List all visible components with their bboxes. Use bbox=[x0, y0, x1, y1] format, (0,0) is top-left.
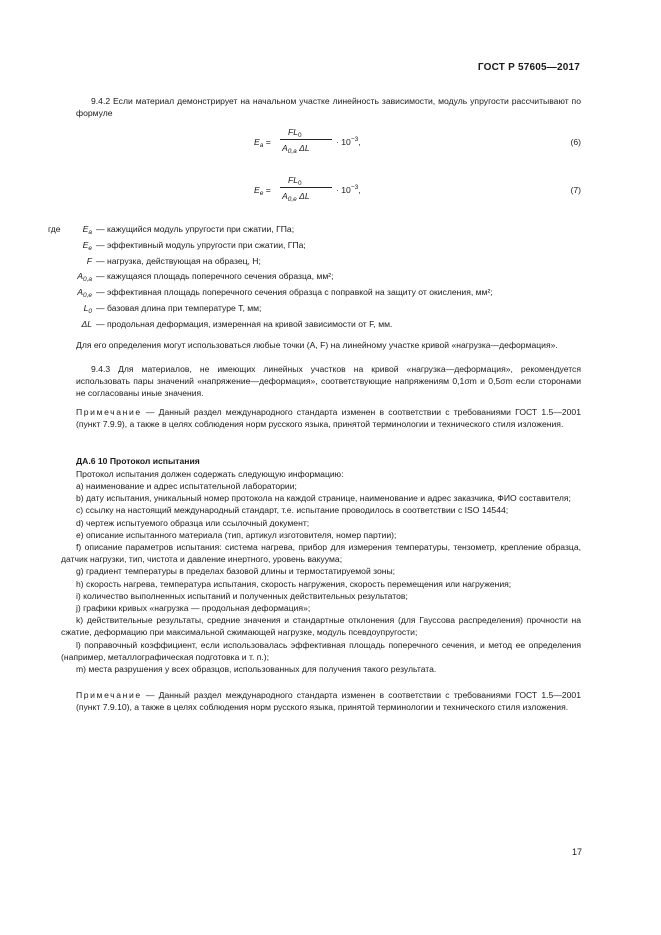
formula-7-lhs: $E_e$ = bbox=[254, 185, 271, 197]
fraction-bar bbox=[280, 187, 332, 188]
definition-row bbox=[48, 286, 588, 302]
fraction-bar bbox=[280, 139, 332, 140]
definition-row bbox=[48, 270, 588, 286]
formula-7-numerator: $FL_0$ bbox=[288, 175, 302, 187]
definition-symbol: $L_0$ bbox=[83, 302, 92, 315]
definition-row bbox=[48, 239, 588, 255]
definition-text: — кажущаяся площадь поперечного сечения образца, мм²; bbox=[96, 271, 334, 282]
formula-6-numerator: $FL_0$ bbox=[288, 127, 302, 139]
list-item: d) чертеж испытуемого образца или ссылочный документ; bbox=[76, 517, 310, 528]
note-text: — Данный раздел международного стандарта изменен в соответствии с требованиями ГОСТ 1.5—2001 (пункт 7.9.10), а также в целях соблюдения норм русского языка, принятой терминологии и технического стиля изложения. bbox=[76, 690, 581, 713]
list-item: m) места разрушения у всех образцов, использованных для получения такого результата. bbox=[76, 664, 437, 675]
definition-symbol: $E_e$ bbox=[82, 239, 92, 252]
list-item: l) поправочный коэффициент, если использовалась эффективная площадь поперечного сечения, и метод ее определения (например, металлографическая подготовка и т. п.); bbox=[61, 639, 581, 662]
where-label: где bbox=[48, 224, 61, 234]
definition-text: — продольная деформация, измеренная на кривой зависимости от F, мм. bbox=[96, 318, 393, 329]
definition-row bbox=[48, 318, 588, 334]
formula-7-factor: · $10^{-3}$, bbox=[336, 184, 361, 195]
list-item: a) наименование и адрес испытательной лаборатории; bbox=[76, 481, 297, 491]
symbol-definitions bbox=[48, 223, 588, 334]
definition-symbol: F bbox=[86, 255, 92, 266]
formula-7-number: (7) bbox=[570, 185, 581, 195]
protocol-list bbox=[61, 480, 581, 675]
protocol-intro: Протокол испытания должен содержать следующую информацию: bbox=[76, 469, 344, 479]
paragraph-points: Для его определения могут использоваться любые точки (A, F) на линейному участке кривой «нагрузка—деформация». bbox=[76, 340, 558, 350]
definition-symbol: $E_a$ bbox=[82, 224, 92, 236]
formula-6-factor: · $10^{-3}$, bbox=[336, 136, 361, 147]
definition-symbol: ΔL bbox=[81, 318, 92, 329]
list-item: j) графики кривых «нагрузка — продольная деформация»; bbox=[76, 603, 311, 614]
definition-text: — кажущийся модуль упругости при сжатии, ГПа; bbox=[96, 224, 295, 234]
formula-6-number: (6) bbox=[570, 137, 581, 147]
definition-row bbox=[48, 223, 588, 239]
definition-text: — нагрузка, действующая на образец, Н; bbox=[96, 255, 261, 266]
definition-row bbox=[48, 255, 588, 271]
list-item: g) градиент температуры в пределах базовой длины и термостатируемой зоны; bbox=[76, 566, 396, 577]
note-1 bbox=[76, 406, 581, 430]
paragraph-9-4-3: 9.4.3 Для материалов, не имеющих линейных участков на кривой «нагрузка—деформация», рекомендуется использовать пары значений «напряжение—деформация», соответствующие напряжениям 0,1σm и 0,5σm если сторонами не согласованы иные значения. bbox=[76, 364, 581, 399]
note-label: Примечание bbox=[76, 407, 142, 417]
note-2 bbox=[76, 689, 581, 713]
formula-7 bbox=[254, 174, 361, 208]
note-label: Примечание bbox=[76, 690, 142, 700]
list-item: e) описание испытанного материала (тип, артикул изготовителя, номер партии); bbox=[76, 529, 397, 540]
page-number: 17 bbox=[571, 847, 582, 857]
formula-7-denominator: $A_{0,e}$ ΔL bbox=[282, 191, 310, 203]
definition-text: — базовая длина при температуре T, мм; bbox=[96, 302, 262, 313]
note-text: — Данный раздел международного стандарта изменен в соответствии с требованиями ГОСТ 1.5—2001 (пункт 7.9.9), а также в целях соблюдения норм русского языка, принятой терминологии и технического стиля изложения. bbox=[76, 407, 581, 430]
formula-6-lhs: $E_a$ = bbox=[254, 137, 271, 149]
definition-symbol: $A_{0,a}$ bbox=[77, 271, 92, 284]
list-item: h) скорость нагрева, температура испытания, скорость нагружения, скорость перемещения или нагружения; bbox=[76, 578, 512, 589]
definition-text: — эффективный модуль упругости при сжатии, ГПа; bbox=[96, 239, 306, 250]
paragraph-9-4-2: 9.4.2 Если материал демонстрирует на начальном участке линейность зависимости, модуль упругости рассчитывают по формуле bbox=[76, 96, 581, 119]
list-item: k) действительные результаты, средние значения и стандартные отклонения (для Гауссова распределения) прочности на сжатие, деформацию при максимальной сжимающей нагрузке, модуль псевдоупругости; bbox=[61, 615, 581, 638]
list-item: f) описание параметров испытания: система нагрева, прибор для измерения температуры, тензометр, крепление образца, датчик нагрузки, тип, чистота и давление инертного, уровень вакуума; bbox=[61, 542, 581, 565]
definition-row bbox=[48, 302, 588, 318]
formula-6 bbox=[254, 126, 361, 160]
list-item: b) дату испытания, уникальный номер протокола на каждой странице, наименование и адрес заказчика, ФИО составителя; bbox=[76, 493, 571, 504]
section-title: ДА.6 10 Протокол испытания bbox=[76, 456, 200, 466]
list-item: c) ссылку на настоящий международный стандарт, т.е. испытание проводилось в соответствии с ISO 14544; bbox=[76, 505, 509, 516]
definition-symbol: $A_{0,e}$ bbox=[77, 287, 92, 300]
formula-6-denominator: $A_{0,a}$ ΔL bbox=[282, 143, 310, 155]
definition-text: — эффективная площадь поперечного сечения образца с поправкой на защиту от окисления, мм²; bbox=[96, 287, 493, 298]
list-item: i) количество выполненных испытаний и полученных действительных результатов; bbox=[76, 590, 408, 601]
document-code-header: ГОСТ Р 57605—2017 bbox=[477, 62, 580, 73]
